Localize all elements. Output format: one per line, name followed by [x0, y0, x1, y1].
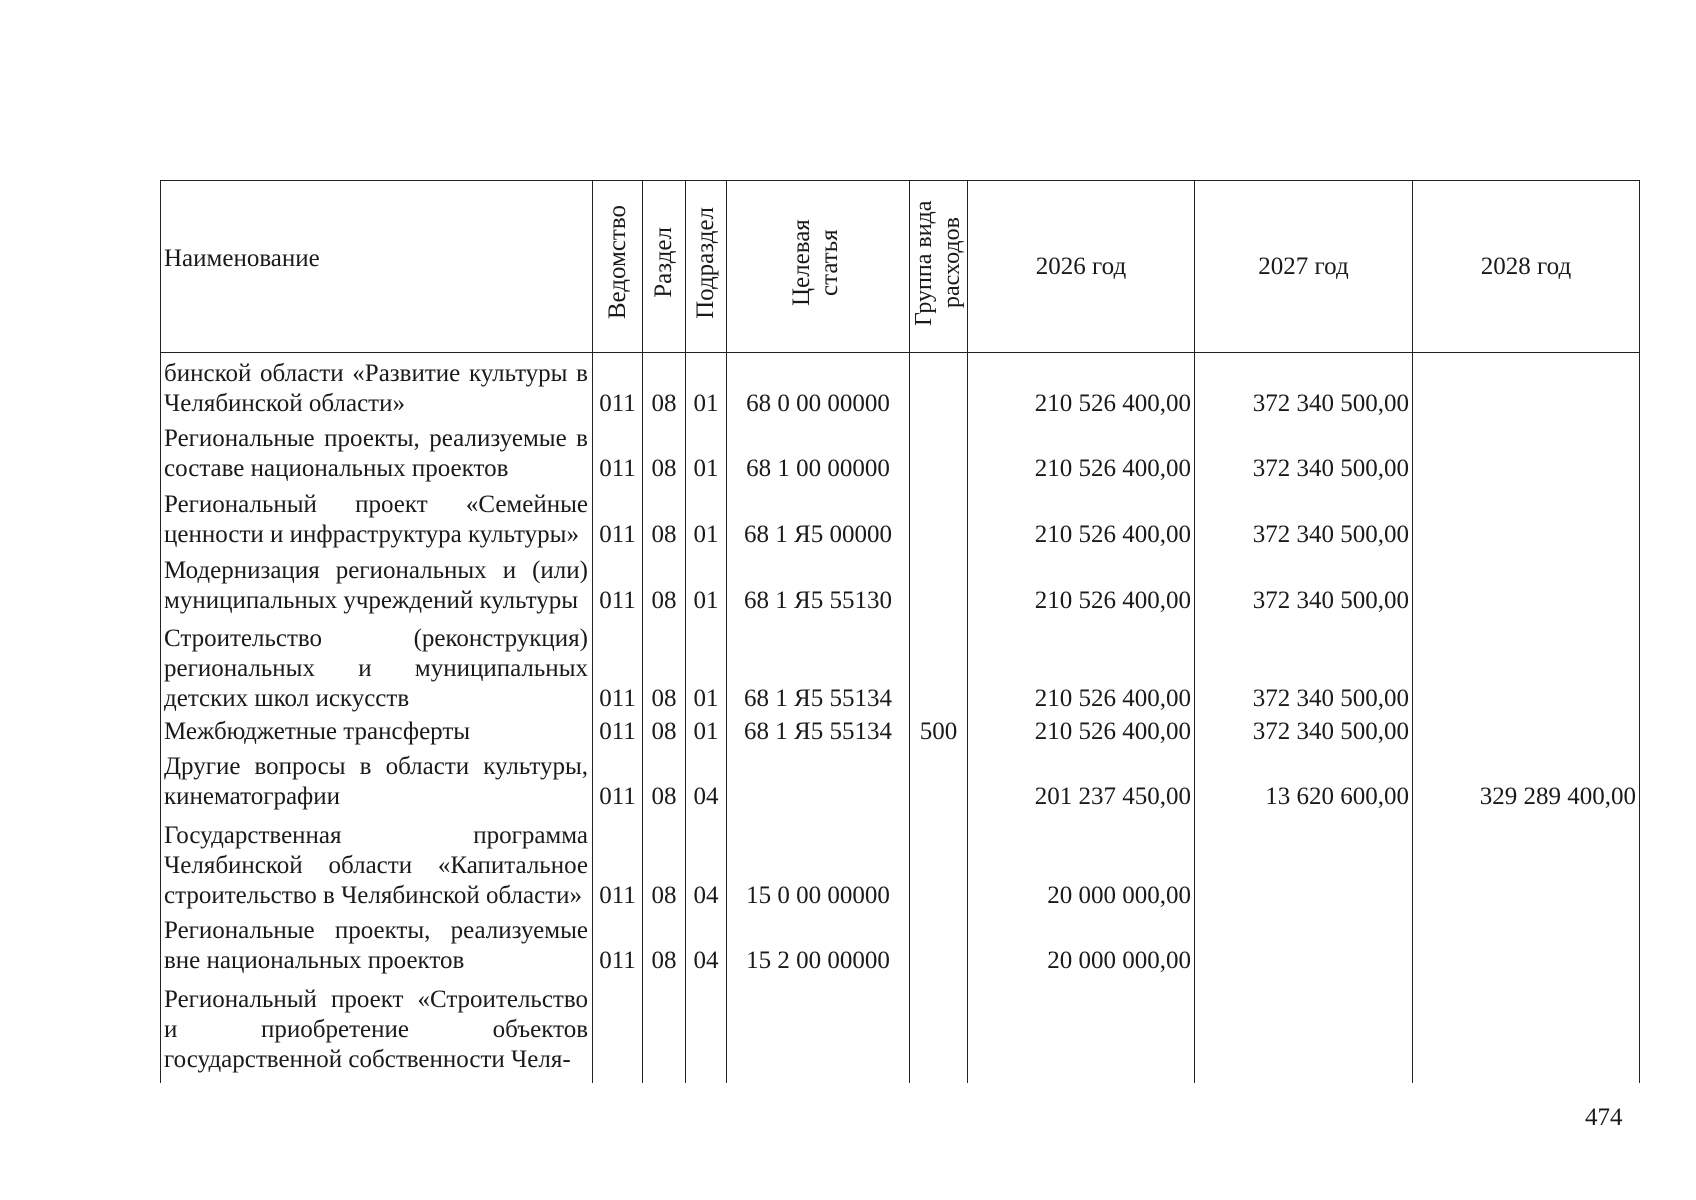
cell-department: 011	[593, 911, 643, 977]
cell-year-2027: 372 340 500,00	[1195, 484, 1413, 550]
cell-expense-group	[910, 550, 968, 616]
cell-target-article: 68 1 Я5 55134	[727, 714, 910, 747]
cell-expense-group	[910, 812, 968, 910]
cell-target-article: 68 1 Я5 55130	[727, 550, 910, 616]
cell-target-article: 15 0 00 00000	[727, 812, 910, 910]
cell-expense-group	[910, 616, 968, 714]
header-year-2027: 2027 год	[1195, 181, 1413, 353]
header-year-2028: 2028 год	[1413, 181, 1640, 353]
cell-name: бинской области «Развитие культуры в Челябинской области»	[161, 353, 593, 419]
cell-year-2026: 20 000 000,00	[968, 911, 1195, 977]
header-name: Наименование	[161, 181, 593, 353]
cell-subsection: 01	[686, 419, 727, 485]
table-row	[161, 484, 1640, 550]
cell-subsection: 01	[686, 484, 727, 550]
cell-department: 011	[593, 550, 643, 616]
cell-subsection: 01	[686, 353, 727, 419]
table-row	[161, 616, 1640, 714]
cell-section: 08	[643, 419, 686, 485]
cell-year-2028	[1413, 353, 1640, 419]
header-year-2026: 2026 год	[968, 181, 1195, 353]
cell-year-2028	[1413, 714, 1640, 747]
cell-section: 08	[643, 616, 686, 714]
cell-department: 011	[593, 616, 643, 714]
header-expense-group-label: Группа вида расходов	[911, 199, 965, 326]
table-row	[161, 550, 1640, 616]
cell-year-2027: 372 340 500,00	[1195, 550, 1413, 616]
table-row	[161, 353, 1640, 419]
cell-year-2027: 372 340 500,00	[1195, 419, 1413, 485]
table-row	[161, 714, 1640, 747]
cell-year-2026: 210 526 400,00	[968, 714, 1195, 747]
filler-cell	[643, 1075, 686, 1083]
page-number: 474	[1585, 1104, 1623, 1131]
cell-name: Региональный проект «Семейные ценности и инфраструктура культуры»	[161, 484, 593, 550]
cell-expense-group	[910, 976, 968, 1075]
table-row	[161, 419, 1640, 485]
cell-year-2027	[1195, 812, 1413, 910]
cell-year-2028	[1413, 812, 1640, 910]
filler-cell	[727, 1075, 910, 1083]
cell-department: 011	[593, 812, 643, 910]
header-section	[643, 181, 686, 353]
filler-cell	[593, 1075, 643, 1083]
cell-year-2027: 372 340 500,00	[1195, 616, 1413, 714]
cell-target-article: 68 1 Я5 55134	[727, 616, 910, 714]
cell-section	[643, 976, 686, 1075]
cell-year-2028	[1413, 616, 1640, 714]
cell-section: 08	[643, 550, 686, 616]
cell-year-2027: 372 340 500,00	[1195, 714, 1413, 747]
cell-year-2028	[1413, 419, 1640, 485]
filler-cell	[1413, 1075, 1640, 1083]
header-subsection	[686, 181, 727, 353]
cell-year-2026: 210 526 400,00	[968, 550, 1195, 616]
cell-subsection: 01	[686, 616, 727, 714]
cell-name: Региональные проекты, реализуемые в составе национальных проектов	[161, 419, 593, 485]
cell-target-article: 68 0 00 00000	[727, 353, 910, 419]
cell-year-2026: 210 526 400,00	[968, 419, 1195, 485]
cell-subsection: 01	[686, 550, 727, 616]
header-target-article-label: Целевая статья	[788, 219, 843, 306]
filler-cell	[1195, 1075, 1413, 1083]
cell-year-2027	[1195, 976, 1413, 1075]
cell-year-2026: 210 526 400,00	[968, 484, 1195, 550]
cell-subsection: 04	[686, 747, 727, 813]
cell-name: Модернизация региональных и (или) муниципальных учреждений культуры	[161, 550, 593, 616]
header-expense-group	[910, 181, 968, 353]
cell-expense-group	[910, 419, 968, 485]
table-body	[161, 353, 1640, 1084]
cell-year-2028: 329 289 400,00	[1413, 747, 1640, 813]
cell-department: 011	[593, 353, 643, 419]
cell-year-2028	[1413, 484, 1640, 550]
cell-subsection: 04	[686, 911, 727, 977]
header-section-label: Раздел	[650, 227, 677, 298]
table-header-row	[161, 181, 1640, 353]
cell-name: Другие вопросы в области культуры, кинематографии	[161, 747, 593, 813]
cell-department: 011	[593, 747, 643, 813]
header-department	[593, 181, 643, 353]
cell-expense-group	[910, 911, 968, 977]
cell-year-2027: 372 340 500,00	[1195, 353, 1413, 419]
header-subsection-label: Подраздел	[692, 206, 719, 319]
cell-year-2026: 210 526 400,00	[968, 353, 1195, 419]
filler-cell	[968, 1075, 1195, 1083]
cell-subsection	[686, 976, 727, 1075]
cell-year-2026: 201 237 450,00	[968, 747, 1195, 813]
cell-year-2026: 20 000 000,00	[968, 812, 1195, 910]
table-row	[161, 911, 1640, 977]
table-filler-row	[161, 1075, 1640, 1083]
cell-expense-group	[910, 747, 968, 813]
cell-year-2028	[1413, 911, 1640, 977]
table-row	[161, 976, 1640, 1075]
cell-subsection: 01	[686, 714, 727, 747]
cell-expense-group	[910, 353, 968, 419]
cell-department: 011	[593, 419, 643, 485]
cell-section: 08	[643, 484, 686, 550]
cell-section: 08	[643, 353, 686, 419]
cell-target-article: 15 2 00 00000	[727, 911, 910, 977]
cell-section: 08	[643, 747, 686, 813]
cell-name: Региональные проекты, реализуемые вне национальных проектов	[161, 911, 593, 977]
cell-year-2027: 13 620 600,00	[1195, 747, 1413, 813]
cell-target-article: 68 1 00 00000	[727, 419, 910, 485]
cell-target-article	[727, 976, 910, 1075]
cell-section: 08	[643, 812, 686, 910]
filler-cell	[686, 1075, 727, 1083]
filler-cell	[910, 1075, 968, 1083]
cell-name: Межбюджетные трансферты	[161, 714, 593, 747]
cell-year-2027	[1195, 911, 1413, 977]
cell-expense-group: 500	[910, 714, 968, 747]
filler-cell	[161, 1075, 593, 1083]
cell-expense-group	[910, 484, 968, 550]
cell-year-2026	[968, 976, 1195, 1075]
header-target-article	[727, 181, 910, 353]
cell-year-2028	[1413, 550, 1640, 616]
table-row	[161, 747, 1640, 813]
budget-table	[160, 180, 1640, 1083]
cell-department	[593, 976, 643, 1075]
cell-section: 08	[643, 714, 686, 747]
cell-section: 08	[643, 911, 686, 977]
cell-name: Строительство (реконструкция) региональных и муниципальных детских школ искусств	[161, 616, 593, 714]
cell-year-2026: 210 526 400,00	[968, 616, 1195, 714]
cell-name: Государственная программа Челябинской области «Капитальное строительство в Челябинской области»	[161, 812, 593, 910]
cell-department: 011	[593, 484, 643, 550]
cell-name: Региональный проект «Строительство и приобретение объектов государственной собственности Челя-	[161, 976, 593, 1075]
table-row	[161, 812, 1640, 910]
cell-subsection: 04	[686, 812, 727, 910]
cell-year-2028	[1413, 976, 1640, 1075]
cell-target-article	[727, 747, 910, 813]
cell-department: 011	[593, 714, 643, 747]
cell-target-article: 68 1 Я5 00000	[727, 484, 910, 550]
header-department-label: Ведомство	[603, 205, 631, 320]
